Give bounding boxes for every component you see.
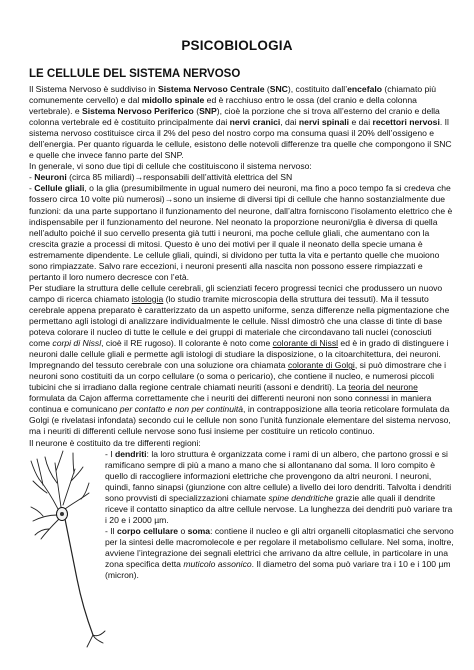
list-item-neuroni: - Neuroni (circa 85 miliardi)→responsabili dell’attività elettrica del SN: [29, 172, 293, 183]
section-title: LE CELLULE DEL SISTEMA NERVOSO: [29, 68, 241, 80]
paragraph-neuron-regions: Il neurone è costituito da tre differenti regioni:: [29, 437, 201, 448]
document-body: [29, 84, 454, 581]
list-item-soma: - Il corpo cellulare o soma: contiene il nucleo e gli altri organelli citoplasmatici che servono per la sintesi delle macromolecole e per regolare il metabolismo cellulare. Nel soma, inoltre, avviene l’integrazione dei segnali elettrici che arrivano da altre cellule, in particolare in una zona specifica detta muticolo assonico. Il diametro del soma può variare tra i 10 e i 100 µm (micron).: [105, 525, 454, 581]
paragraph-istologia: Per studiare la struttura delle cellule cerebrali, gli scienziati fecero progressi tecnici che produssero un nuovo campo di ricerca chiamato istologia (lo studio tramite microscopia della struttura dei tessuti). Ma il tessuto cerebrale appena preparato è caratterizzato da un aspetto uniforme, senza differenze nella pigmentazione che permettano agli istologi di analizzare individualmente le cellule. Nissl dimostrò che una classe di tinte di base poteva colorare il nucleo di tutte le cellule e dei gruppi di materiale che circondavano tali nuclei (conosciuti come corpi di Nissl, cioè il RE rugoso). Il colorante è noto come colorante di Nissl ed è in grado di distinguere i neuroni dalle cellule gliali e permette agli istologi di studiare la disposizione, o la citoarchitettura, dei neuroni. Impregnando del tessuto cerebrale con una soluzione ora chiamata colorante di Golgi, si può dimostrare che i neuroni sono costituiti da un corpo cellulare (o soma o pericario), che contiene il nucleo, e numerosi piccoli tubicini che si irradiano dalla regione centrale chiamati neuriti (assoni e dendriti). La teoria del neurone formulata da Cajon afferma correttamente che i neuriti dei differenti neuroni non sono connessi in maniera continua e comunicano per contatto e non per continuità, in contrapposizione alla teoria reticolare formulata da Golgi (e rivelatasi infondata) secondo cui le cellule non sono l’unità funzionale elementare del sistema nervoso, ma i neuriti di differenti cellule nervose sono fusi insieme per costituire un reticolo continuo.: [29, 282, 451, 437]
list-item-dendriti: - I dendriti: la loro struttura è organizzata come i rami di un albero, che partono grossi e si ramificano sempre di più a mano a mano che si allontanano dal soma. Il loro compito è quello di raccogliere informazioni elettriche che provengono da altri neuroni. I neuroni, quindi, fanno sinapsi (giunzione con altre cellule) a livello dei loro dendriti. Talvolta i dendriti sono provvisti di specializzazioni chiamate spine dendritiche grazie alle quali il dendrite riceve il contatto sinaptico da altre cellule nervose. La lunghezza dei dendriti può variare tra i 20 e i 2000 µm.: [105, 448, 453, 525]
paragraph-intro: Il Sistema Nervoso è suddiviso in Sistema Nervoso Centrale (SNC), costituito dall’encefalo (chiamato più comunemente cervello) e dal midollo spinale ed è racchiuso entro le ossa (del cranio e della colonna vertebrale). e Sistema Nervoso Periferico (SNP), cioè la porzione che si trova all’esterno del cranio e della colonna vertebrale ed è costituito principalmente dai nervi cranici, dai nervi spinali e dai recettori nervosi. Il sistema nervoso costituisce circa il 2% del peso del nostro corpo ma consuma quasi il 20% dell’ossigeno e dell’energia. Per quanto riguarda le cellule, esistono delle notevoli differenze tra quelle che compongono il SNC e quelle che invece fanno parte del SNP.: [29, 84, 452, 161]
neuron-section: [29, 449, 454, 582]
neuron-illustration: [29, 449, 113, 649]
paragraph-cell-types: In generale, vi sono due tipi di cellule che costituiscono il sistema nervoso:: [29, 161, 312, 172]
neuron-text: [105, 449, 454, 582]
list-item-cellule-gliali: - Cellule gliali, o la glia (presumibilmente in ugual numero dei neuroni, ma fino a poco tempo fa si credeva che fossero circa 10 volte più numerosi)→sono un insieme di diversi tipi di cellule che hanno sostanzialmente due funzioni: da una parte supportano il funzionamento del neurone, dall’altra forniscono l’isolamento elettrico che è indispensabile per il funzionamento del neurone. Nel neonato la proporzione neuroni/glia è diversa di quella nell’adulto poiché il suo cervello presenta già tutti i neuroni, ma poche cellule gliali, che aumentano con la crescita grazie a processi di mitosi. Questo è uno dei motivi per il quale il neonato della specie umana è estremamente dipendente. Le cellule gliali, quindi, si dividono per tutta la vita e pertanto quelle che muoiono sono rimpiazzate. Salvo rare eccezioni, i neuroni presenti alla nascita non possono essere rimpiazzati e pertanto il loro numero decresce con l’età.: [29, 183, 453, 282]
document-title: PSICOBIOLOGIA: [181, 38, 293, 53]
